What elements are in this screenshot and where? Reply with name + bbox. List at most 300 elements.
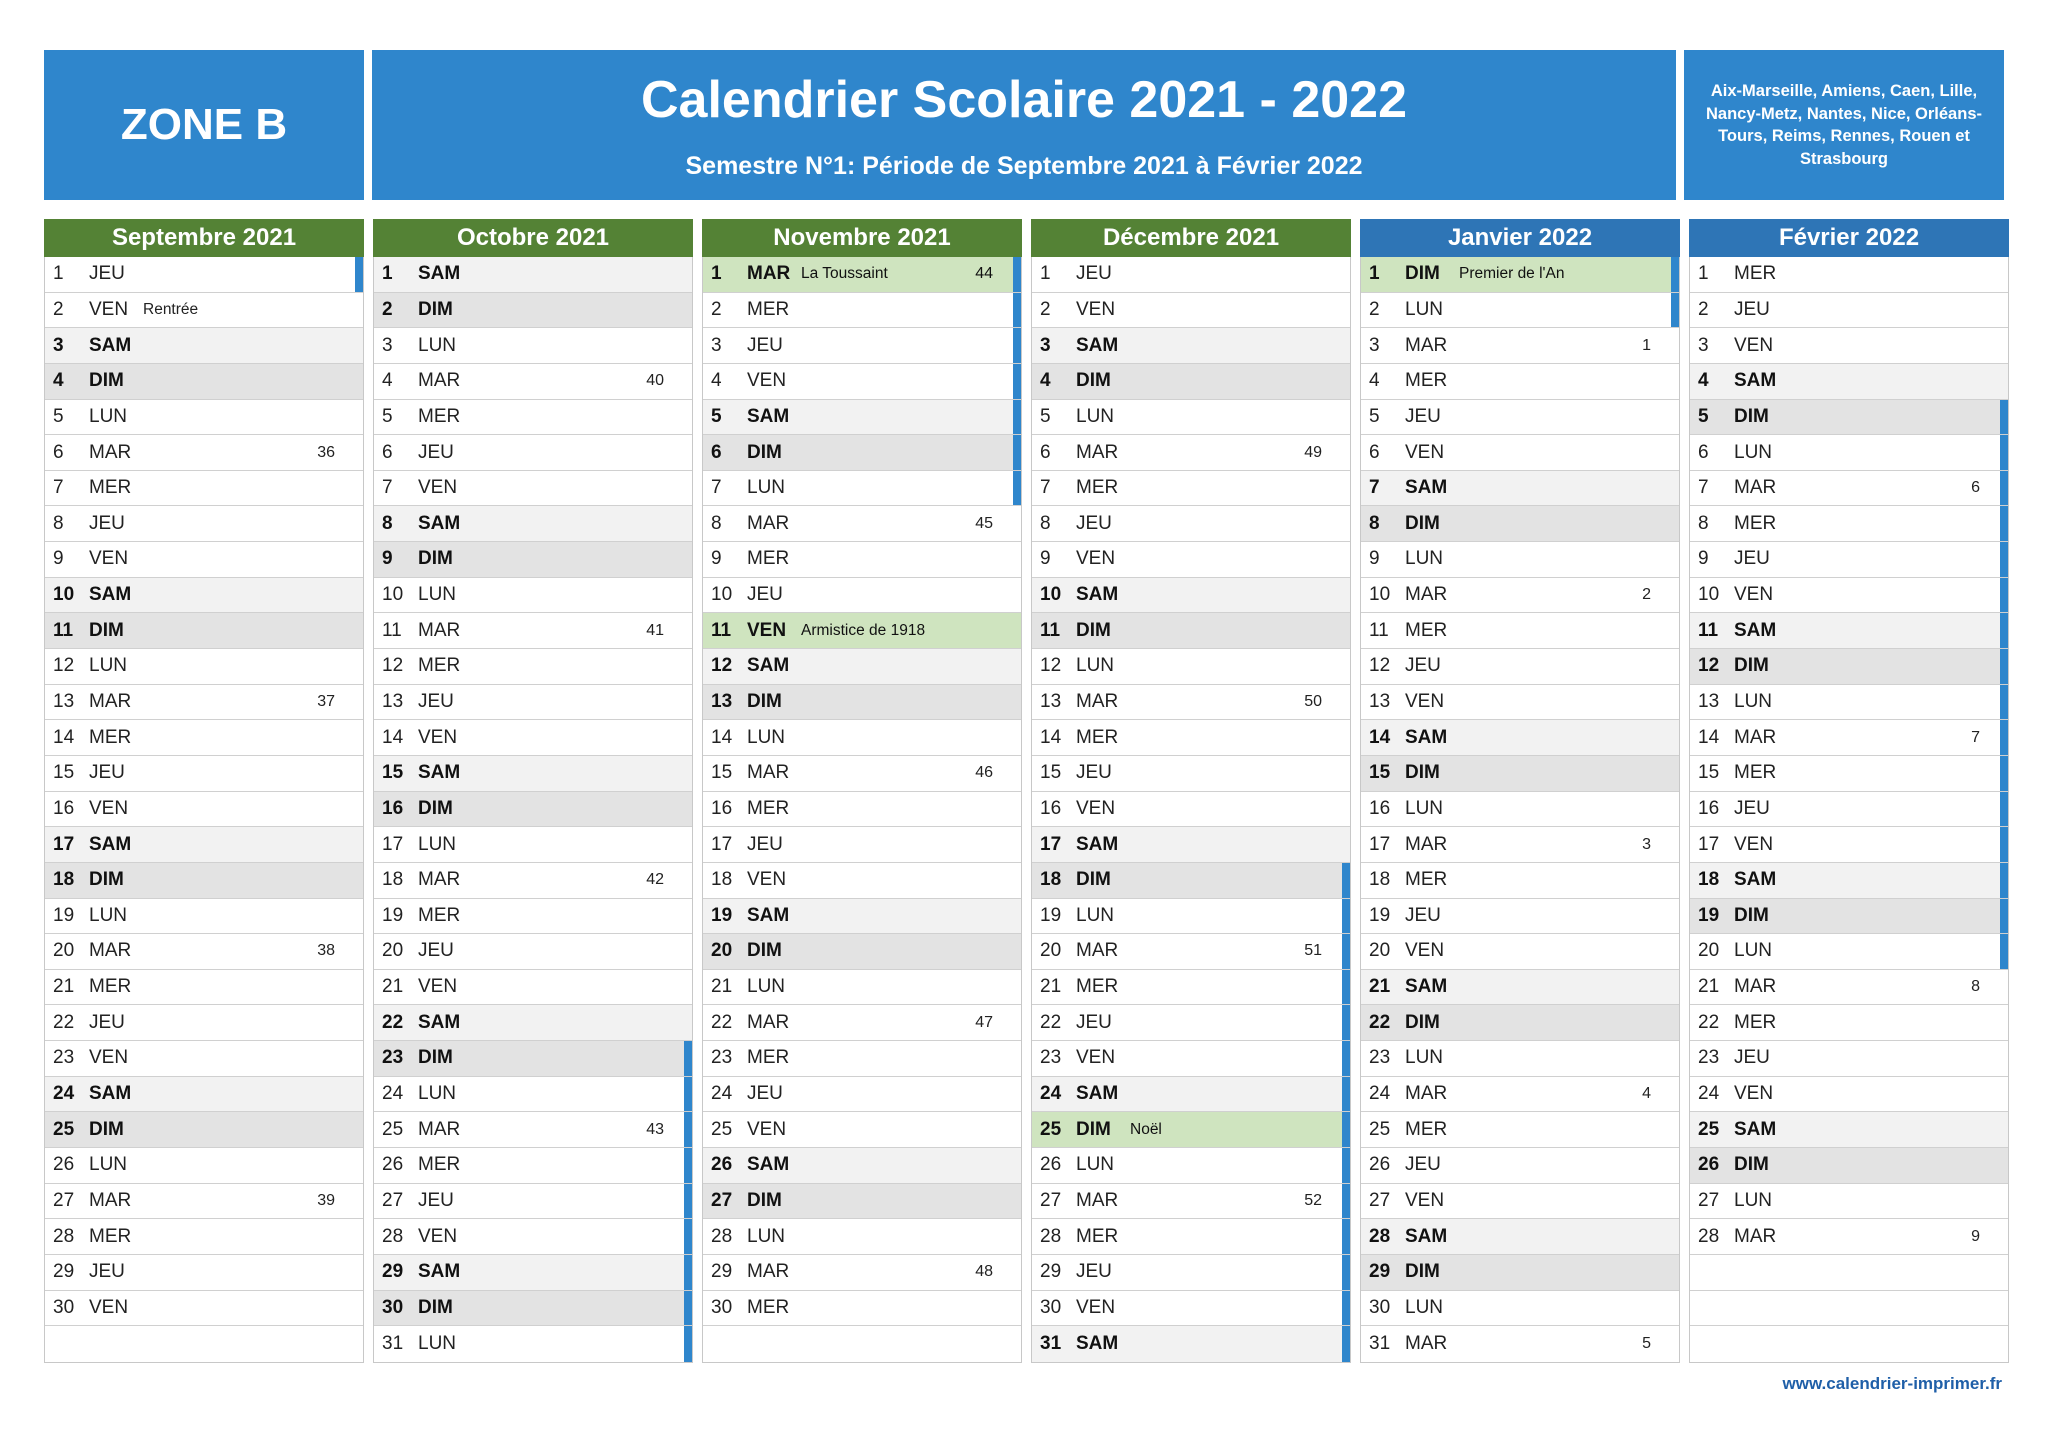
day-number: 7 (711, 477, 722, 499)
weekday-name: SAM (89, 334, 132, 356)
day-number: 25 (382, 1118, 404, 1140)
day-number: 24 (53, 1083, 75, 1105)
day-row (703, 435, 1021, 471)
day-row (703, 1219, 1021, 1255)
day-row (703, 1005, 1021, 1041)
day-row (1690, 578, 2008, 614)
day-row (1690, 257, 2008, 293)
day-row (1361, 899, 1679, 935)
day-row (703, 257, 1021, 293)
day-row (1361, 934, 1679, 970)
day-row (45, 1219, 363, 1255)
day-row (1032, 1291, 1350, 1327)
weekday-name: MAR (1734, 726, 1777, 748)
day-number: 1 (53, 263, 64, 285)
weekday-name: VEN (747, 1118, 787, 1140)
weekday-name: MAR (1734, 477, 1777, 499)
weekday-name: VEN (418, 976, 458, 998)
day-row (1690, 756, 2008, 792)
day-number: 21 (1040, 976, 1062, 998)
week-number: 36 (317, 443, 335, 461)
weekday-name: LUN (1405, 1047, 1444, 1069)
day-number: 22 (382, 1011, 404, 1033)
day-row (374, 1112, 692, 1148)
day-number: 22 (53, 1011, 75, 1033)
day-number: 6 (53, 441, 64, 463)
day-number: 16 (1698, 797, 1720, 819)
weekday-name: DIM (1734, 904, 1769, 926)
weekday-name: JEU (1405, 405, 1441, 427)
day-row (703, 720, 1021, 756)
day-number: 26 (711, 1154, 733, 1176)
day-number: 21 (382, 976, 404, 998)
day-number: 11 (382, 619, 402, 641)
day-number: 25 (1369, 1118, 1391, 1140)
day-number: 31 (1369, 1333, 1391, 1355)
empty-row (1690, 1291, 2008, 1327)
weekday-name: VEN (1734, 1083, 1774, 1105)
weekday-name: MER (747, 1296, 790, 1318)
day-number: 28 (1698, 1225, 1720, 1247)
weekday-name: VEN (747, 869, 787, 891)
day-row (45, 400, 363, 436)
weekday-name: MER (747, 298, 790, 320)
day-row (1361, 293, 1679, 329)
day-number: 17 (1698, 833, 1720, 855)
day-number: 28 (53, 1225, 75, 1247)
day-number: 20 (1040, 940, 1062, 962)
day-number: 9 (382, 548, 393, 570)
weekday-name: MAR (1734, 976, 1777, 998)
day-number: 7 (1040, 477, 1051, 499)
day-number: 11 (53, 619, 74, 641)
day-number: 9 (711, 548, 722, 570)
day-row (703, 792, 1021, 828)
day-number: 4 (711, 370, 722, 392)
day-row (1032, 934, 1350, 970)
weekday-name: DIM (1405, 762, 1440, 784)
day-row (1361, 720, 1679, 756)
weekday-name: SAM (418, 512, 461, 534)
week-number: 7 (1971, 728, 1980, 746)
day-number: 8 (382, 512, 393, 534)
day-row (45, 1041, 363, 1077)
day-number: 24 (382, 1083, 404, 1105)
weekday-name: LUN (747, 1225, 786, 1247)
day-number: 16 (711, 797, 733, 819)
day-row (374, 257, 692, 293)
day-row (1361, 1077, 1679, 1113)
day-number: 2 (1369, 298, 1380, 320)
weekday-name: SAM (1405, 726, 1448, 748)
day-number: 19 (1369, 904, 1391, 926)
day-number: 30 (382, 1296, 404, 1318)
weekday-name: DIM (418, 548, 453, 570)
day-number: 24 (1040, 1083, 1062, 1105)
month-column (1031, 219, 1351, 1363)
weekday-name: LUN (1076, 904, 1115, 926)
month-header: Octobre 2021 (373, 219, 693, 257)
day-number: 6 (1698, 441, 1709, 463)
weekday-name: DIM (89, 869, 124, 891)
weekday-name: DIM (89, 619, 124, 641)
day-row (703, 1291, 1021, 1327)
day-row (1690, 613, 2008, 649)
weekday-name: SAM (747, 655, 790, 677)
day-row (1032, 685, 1350, 721)
month-column (1360, 219, 1680, 1363)
weekday-name: MAR (1405, 833, 1448, 855)
day-number: 29 (382, 1261, 404, 1283)
weekday-name: JEU (1734, 1047, 1770, 1069)
day-row (703, 613, 1021, 649)
day-number: 26 (1698, 1154, 1720, 1176)
day-number: 15 (711, 762, 733, 784)
weekday-name: MAR (418, 619, 461, 641)
weekday-name: MAR (89, 1189, 132, 1211)
month-header: Décembre 2021 (1031, 219, 1351, 257)
month-column (373, 219, 693, 1363)
day-number: 17 (1040, 833, 1062, 855)
day-row (1032, 1219, 1350, 1255)
weekday-name: MER (418, 1154, 461, 1176)
weekday-name: MAR (1405, 584, 1448, 606)
week-number: 4 (1642, 1085, 1651, 1103)
weekday-name: VEN (418, 477, 458, 499)
weekday-name: LUN (89, 1154, 128, 1176)
weekday-name: VEN (1405, 441, 1445, 463)
weekday-name: VEN (89, 1296, 129, 1318)
weekday-name: VEN (747, 619, 787, 641)
day-row (703, 863, 1021, 899)
weekday-name: MAR (1405, 1083, 1448, 1105)
weekday-name: VEN (1076, 797, 1116, 819)
weekday-name: MER (1405, 619, 1448, 641)
day-number: 5 (711, 405, 722, 427)
day-row (45, 328, 363, 364)
weekday-name: SAM (1076, 1333, 1119, 1355)
day-number: 10 (382, 584, 404, 606)
day-row (1690, 649, 2008, 685)
day-number: 9 (1040, 548, 1051, 570)
day-number: 30 (1040, 1296, 1062, 1318)
day-number: 25 (1040, 1118, 1062, 1140)
weekday-name: DIM (1405, 1011, 1440, 1033)
day-number: 11 (1369, 619, 1389, 641)
day-number: 17 (382, 833, 404, 855)
day-row (1032, 756, 1350, 792)
day-row (1032, 293, 1350, 329)
day-row (703, 1112, 1021, 1148)
day-row (45, 827, 363, 863)
day-row (1361, 1184, 1679, 1220)
day-row (1032, 1077, 1350, 1113)
week-number: 3 (1642, 835, 1651, 853)
day-number: 30 (711, 1296, 733, 1318)
day-number: 9 (1369, 548, 1380, 570)
weekday-name: SAM (1076, 334, 1119, 356)
day-number: 27 (382, 1189, 404, 1211)
day-number: 18 (1369, 869, 1391, 891)
day-number: 21 (1698, 976, 1720, 998)
day-number: 14 (1369, 726, 1391, 748)
day-list (1360, 257, 1680, 1363)
day-row (374, 1041, 692, 1077)
weekday-name: MAR (1405, 1333, 1448, 1355)
day-row (45, 685, 363, 721)
day-number: 23 (1369, 1047, 1391, 1069)
day-row (45, 1184, 363, 1220)
weekday-name: JEU (89, 263, 125, 285)
day-number: 15 (1369, 762, 1391, 784)
day-number: 12 (711, 655, 733, 677)
day-row (1032, 328, 1350, 364)
weekday-name: SAM (418, 1011, 461, 1033)
day-number: 5 (1040, 405, 1051, 427)
weekday-name: LUN (418, 1333, 457, 1355)
weekday-name: VEN (1076, 1047, 1116, 1069)
weekday-name: LUN (418, 833, 457, 855)
day-row (1032, 970, 1350, 1006)
weekday-name: LUN (747, 726, 786, 748)
day-number: 27 (1369, 1189, 1391, 1211)
day-number: 15 (382, 762, 404, 784)
day-row (1032, 899, 1350, 935)
day-row (45, 863, 363, 899)
day-row (1690, 1148, 2008, 1184)
week-number: 44 (975, 265, 993, 283)
day-number: 20 (1369, 940, 1391, 962)
day-number: 26 (53, 1154, 75, 1176)
weekday-name: VEN (1076, 548, 1116, 570)
day-number: 5 (53, 405, 64, 427)
day-row (1032, 827, 1350, 863)
day-number: 29 (1040, 1261, 1062, 1283)
day-row (1690, 1112, 2008, 1148)
weekday-name: JEU (418, 441, 454, 463)
weekday-name: SAM (418, 263, 461, 285)
weekday-name: LUN (418, 334, 457, 356)
day-row (1361, 435, 1679, 471)
day-number: 26 (382, 1154, 404, 1176)
day-row (1361, 792, 1679, 828)
weekday-name: MER (1076, 477, 1119, 499)
weekday-name: MER (89, 976, 132, 998)
day-row (45, 970, 363, 1006)
day-number: 17 (711, 833, 733, 855)
day-row (45, 756, 363, 792)
day-number: 22 (1698, 1011, 1720, 1033)
day-row (374, 1326, 692, 1362)
day-number: 15 (53, 762, 75, 784)
weekday-name: SAM (747, 405, 790, 427)
day-row (1032, 863, 1350, 899)
day-number: 2 (711, 298, 722, 320)
weekday-name: LUN (418, 1083, 457, 1105)
day-row (1361, 1255, 1679, 1291)
day-number: 21 (711, 976, 733, 998)
day-number: 28 (711, 1225, 733, 1247)
weekday-name: DIM (89, 1118, 124, 1140)
month-header: Novembre 2021 (702, 219, 1022, 257)
day-row (1361, 1219, 1679, 1255)
weekday-name: SAM (1734, 619, 1777, 641)
weekday-name: MER (1076, 726, 1119, 748)
day-row (1690, 542, 2008, 578)
weekday-name: JEU (89, 762, 125, 784)
weekday-name: VEN (1405, 1189, 1445, 1211)
day-number: 3 (711, 334, 722, 356)
day-number: 18 (53, 869, 75, 891)
day-number: 18 (711, 869, 733, 891)
week-number: 1 (1642, 336, 1651, 354)
weekday-name: VEN (1734, 584, 1774, 606)
day-number: 11 (711, 619, 732, 641)
weekday-name: SAM (1734, 869, 1777, 891)
day-row (45, 1005, 363, 1041)
day-number: 19 (382, 904, 404, 926)
day-row (45, 649, 363, 685)
day-number: 20 (53, 940, 75, 962)
weekday-name: DIM (1405, 263, 1440, 285)
weekday-name: SAM (1076, 833, 1119, 855)
week-number: 42 (646, 871, 664, 889)
day-note: Premier de l'An (1459, 265, 1565, 283)
day-row (1690, 792, 2008, 828)
weekday-name: JEU (747, 833, 783, 855)
day-row (1032, 1005, 1350, 1041)
day-number: 21 (1369, 976, 1391, 998)
day-number: 1 (1698, 263, 1709, 285)
day-note: Rentrée (143, 300, 199, 318)
day-number: 7 (53, 477, 64, 499)
day-note: La Toussaint (801, 265, 888, 283)
weekday-name: JEU (1076, 263, 1112, 285)
day-number: 6 (1369, 441, 1380, 463)
day-number: 21 (53, 976, 75, 998)
day-list (1689, 257, 2009, 1363)
day-number: 13 (1369, 691, 1391, 712)
day-row (1690, 1219, 2008, 1255)
week-number: 41 (646, 621, 664, 639)
day-row (1361, 578, 1679, 614)
weekday-name: LUN (1734, 441, 1773, 463)
weekday-name: JEU (418, 691, 454, 712)
day-number: 29 (53, 1261, 75, 1283)
weekday-name: MER (1076, 1225, 1119, 1247)
regions-box (1684, 50, 2004, 200)
day-row (374, 1291, 692, 1327)
day-number: 16 (382, 797, 404, 819)
day-number: 19 (53, 904, 75, 926)
zone-badge (44, 50, 364, 200)
day-row (1361, 542, 1679, 578)
day-number: 4 (53, 370, 64, 392)
day-number: 1 (1369, 263, 1380, 285)
day-number: 12 (1698, 655, 1720, 677)
day-row (1032, 649, 1350, 685)
week-number: 5 (1642, 1335, 1651, 1353)
day-number: 19 (1698, 904, 1720, 926)
weekday-name: SAM (747, 1154, 790, 1176)
day-row (1032, 1112, 1350, 1148)
zone-label: ZONE B (120, 100, 288, 149)
day-number: 1 (382, 263, 393, 285)
day-number: 24 (1369, 1083, 1391, 1105)
day-row (1361, 1326, 1679, 1362)
day-row (1032, 400, 1350, 436)
weekday-name: MAR (1734, 1225, 1777, 1247)
day-number: 12 (1369, 655, 1391, 677)
day-row (1690, 506, 2008, 542)
day-row (703, 970, 1021, 1006)
weekday-name: MAR (89, 691, 132, 712)
weekday-name: MER (89, 1225, 132, 1247)
weekday-name: JEU (747, 1083, 783, 1105)
day-row (1361, 471, 1679, 507)
weekday-name: JEU (1076, 512, 1112, 534)
weekday-name: LUN (1405, 298, 1444, 320)
weekday-name: JEU (1076, 1261, 1112, 1283)
weekday-name: MAR (418, 1118, 461, 1140)
day-number: 25 (711, 1118, 733, 1140)
weekday-name: JEU (418, 1189, 454, 1211)
weekday-name: LUN (1734, 940, 1773, 962)
weekday-name: DIM (1076, 619, 1111, 641)
day-row (1690, 364, 2008, 400)
day-number: 6 (382, 441, 393, 463)
day-number: 26 (1040, 1154, 1062, 1176)
day-row (1361, 364, 1679, 400)
day-row (1032, 1255, 1350, 1291)
day-row (703, 400, 1021, 436)
day-number: 4 (382, 370, 393, 392)
day-row (374, 720, 692, 756)
weekday-name: DIM (747, 1189, 782, 1211)
day-number: 14 (53, 726, 75, 748)
weekday-name: LUN (1405, 548, 1444, 570)
day-row (703, 471, 1021, 507)
day-number: 20 (1698, 940, 1720, 962)
weekday-name: VEN (89, 1047, 129, 1069)
weekday-name: SAM (1734, 1118, 1777, 1140)
day-row (374, 364, 692, 400)
weekday-name: LUN (1076, 405, 1115, 427)
weekday-name: MER (1405, 370, 1448, 392)
day-number: 7 (382, 477, 393, 499)
day-number: 1 (711, 263, 722, 285)
empty-row (703, 1326, 1021, 1362)
day-number: 8 (1040, 512, 1051, 534)
week-number: 38 (317, 942, 335, 960)
day-number: 4 (1369, 370, 1380, 392)
weekday-name: LUN (89, 904, 128, 926)
day-row (1361, 328, 1679, 364)
day-note: Armistice de 1918 (801, 621, 926, 639)
week-number: 52 (1304, 1191, 1322, 1209)
day-number: 31 (382, 1333, 404, 1355)
day-row (1361, 863, 1679, 899)
day-row (1032, 506, 1350, 542)
weekday-name: MAR (747, 263, 791, 285)
day-row (45, 934, 363, 970)
month-column (702, 219, 1022, 1363)
weekday-name: DIM (418, 1047, 453, 1069)
day-row (374, 1077, 692, 1113)
weekday-name: MER (747, 548, 790, 570)
footer-url[interactable]: www.calendrier-imprimer.fr (1782, 1374, 2002, 1393)
day-row (1032, 471, 1350, 507)
